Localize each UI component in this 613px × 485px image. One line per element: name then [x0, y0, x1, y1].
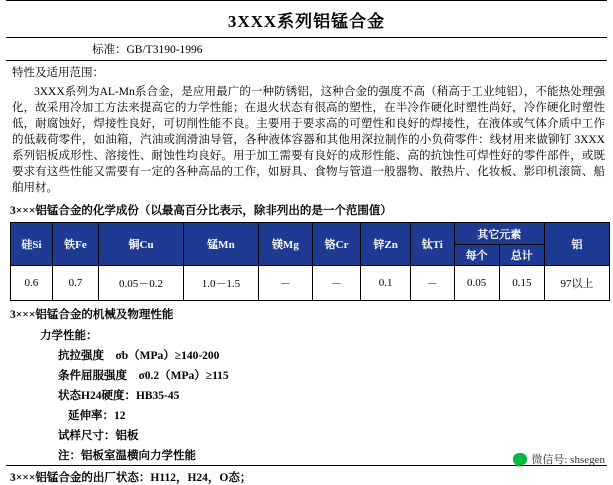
standard-line: 标准：GB/T3190-1996 [92, 44, 203, 56]
col-zn: 锌Zn [361, 223, 411, 266]
table-header-row [11, 223, 610, 245]
mechanical-heading: 3×××铝锰合金的机械及物理性能 [10, 309, 174, 321]
mechanical-properties-list [6, 325, 607, 465]
col-si: 硅Si [11, 223, 53, 266]
watermark [513, 451, 605, 467]
scope-heading: 特性及适用范围： [12, 67, 104, 79]
cell-mn: 1.0－1.5 [183, 266, 258, 301]
composition-table [10, 222, 610, 301]
table-row [11, 266, 610, 301]
col-mn: 锰Mn [183, 223, 258, 266]
cell-zn: 0.1 [361, 266, 411, 301]
col-cr: 铬Cr [312, 223, 360, 266]
cell-mg: － [258, 266, 312, 301]
list-item: 状态H24硬度：HB35-45 [58, 390, 180, 402]
list-item: 抗拉强度 σb（MPa）≥140-200 [58, 350, 220, 362]
col-al: 铝 [544, 223, 609, 266]
col-fe: 铁Fe [52, 223, 98, 266]
delivery-state-line: 3×××铝锰合金的出厂状态：H112，H24，O态； [10, 472, 252, 484]
cell-other-each: 0.05 [454, 266, 499, 301]
col-other-each: 每个 [454, 245, 499, 266]
composition-heading: 3×××铝锰合金的化学成份（以最高百分比表示，除非列出的是一个范围值） [10, 205, 392, 217]
col-mg: 镁Mg [258, 223, 312, 266]
col-other-group: 其它元素 [454, 223, 544, 245]
col-other-total: 总计 [499, 245, 544, 266]
col-ti: 钛Ti [410, 223, 454, 266]
list-item: 注：铝板室温横向力学性能 [58, 450, 196, 462]
cell-other-total: 0.15 [499, 266, 544, 301]
list-item: 试样尺寸：铝板 [58, 430, 139, 442]
cell-cu: 0.05－0.2 [99, 266, 184, 301]
list-item: 延伸率：12 [68, 410, 126, 422]
cell-al: 97以上 [544, 266, 609, 301]
cell-ti: － [410, 266, 454, 301]
cell-fe: 0.7 [52, 266, 98, 301]
wechat-icon [513, 453, 527, 465]
watermark-text: 微信号: shsegen [531, 454, 605, 466]
page-title: 3XXX系列铝锰合金 [227, 12, 386, 31]
scope-paragraph: 3XXX系列为AL-Mn系合金，是应用最广的一种防锈铝，这种合金的强度不高（稍高于工业纯铝），不能热处理强化，故采用冷加工方法来提高它的力学性能；在退火状态有很高的塑性，在半冷作硬化时塑性尚好，冷作硬化时塑性低，耐腐蚀好，焊接性良好，可切削性能不良。主要用于要求高的可塑性和良好的焊接性，在液体或气体介质中工作的低载荷零件，如油箱，汽油或润滑油导管，各种液体容器和其他用深拉制作的小负荷零件：线材用来做铆钉 3XXX系列铝板成形性、溶接性、耐蚀性均良好。用于加工需要有良好的成形性能、高的抗蚀性可焊性好的零件部件，或既要求有这些性能又需要有一定的各种高品的工作，如厨具、食物与管道一般器物、散热片、化妆板、影印机滚筒、船舶用材。 [12, 86, 605, 194]
list-item: 力学性能： [40, 330, 98, 342]
cell-cr: － [312, 266, 360, 301]
cell-si: 0.6 [11, 266, 53, 301]
list-item: 条件屈服强度 σ0.2（MPa）≥115 [58, 370, 229, 382]
col-cu: 铜Cu [99, 223, 184, 266]
